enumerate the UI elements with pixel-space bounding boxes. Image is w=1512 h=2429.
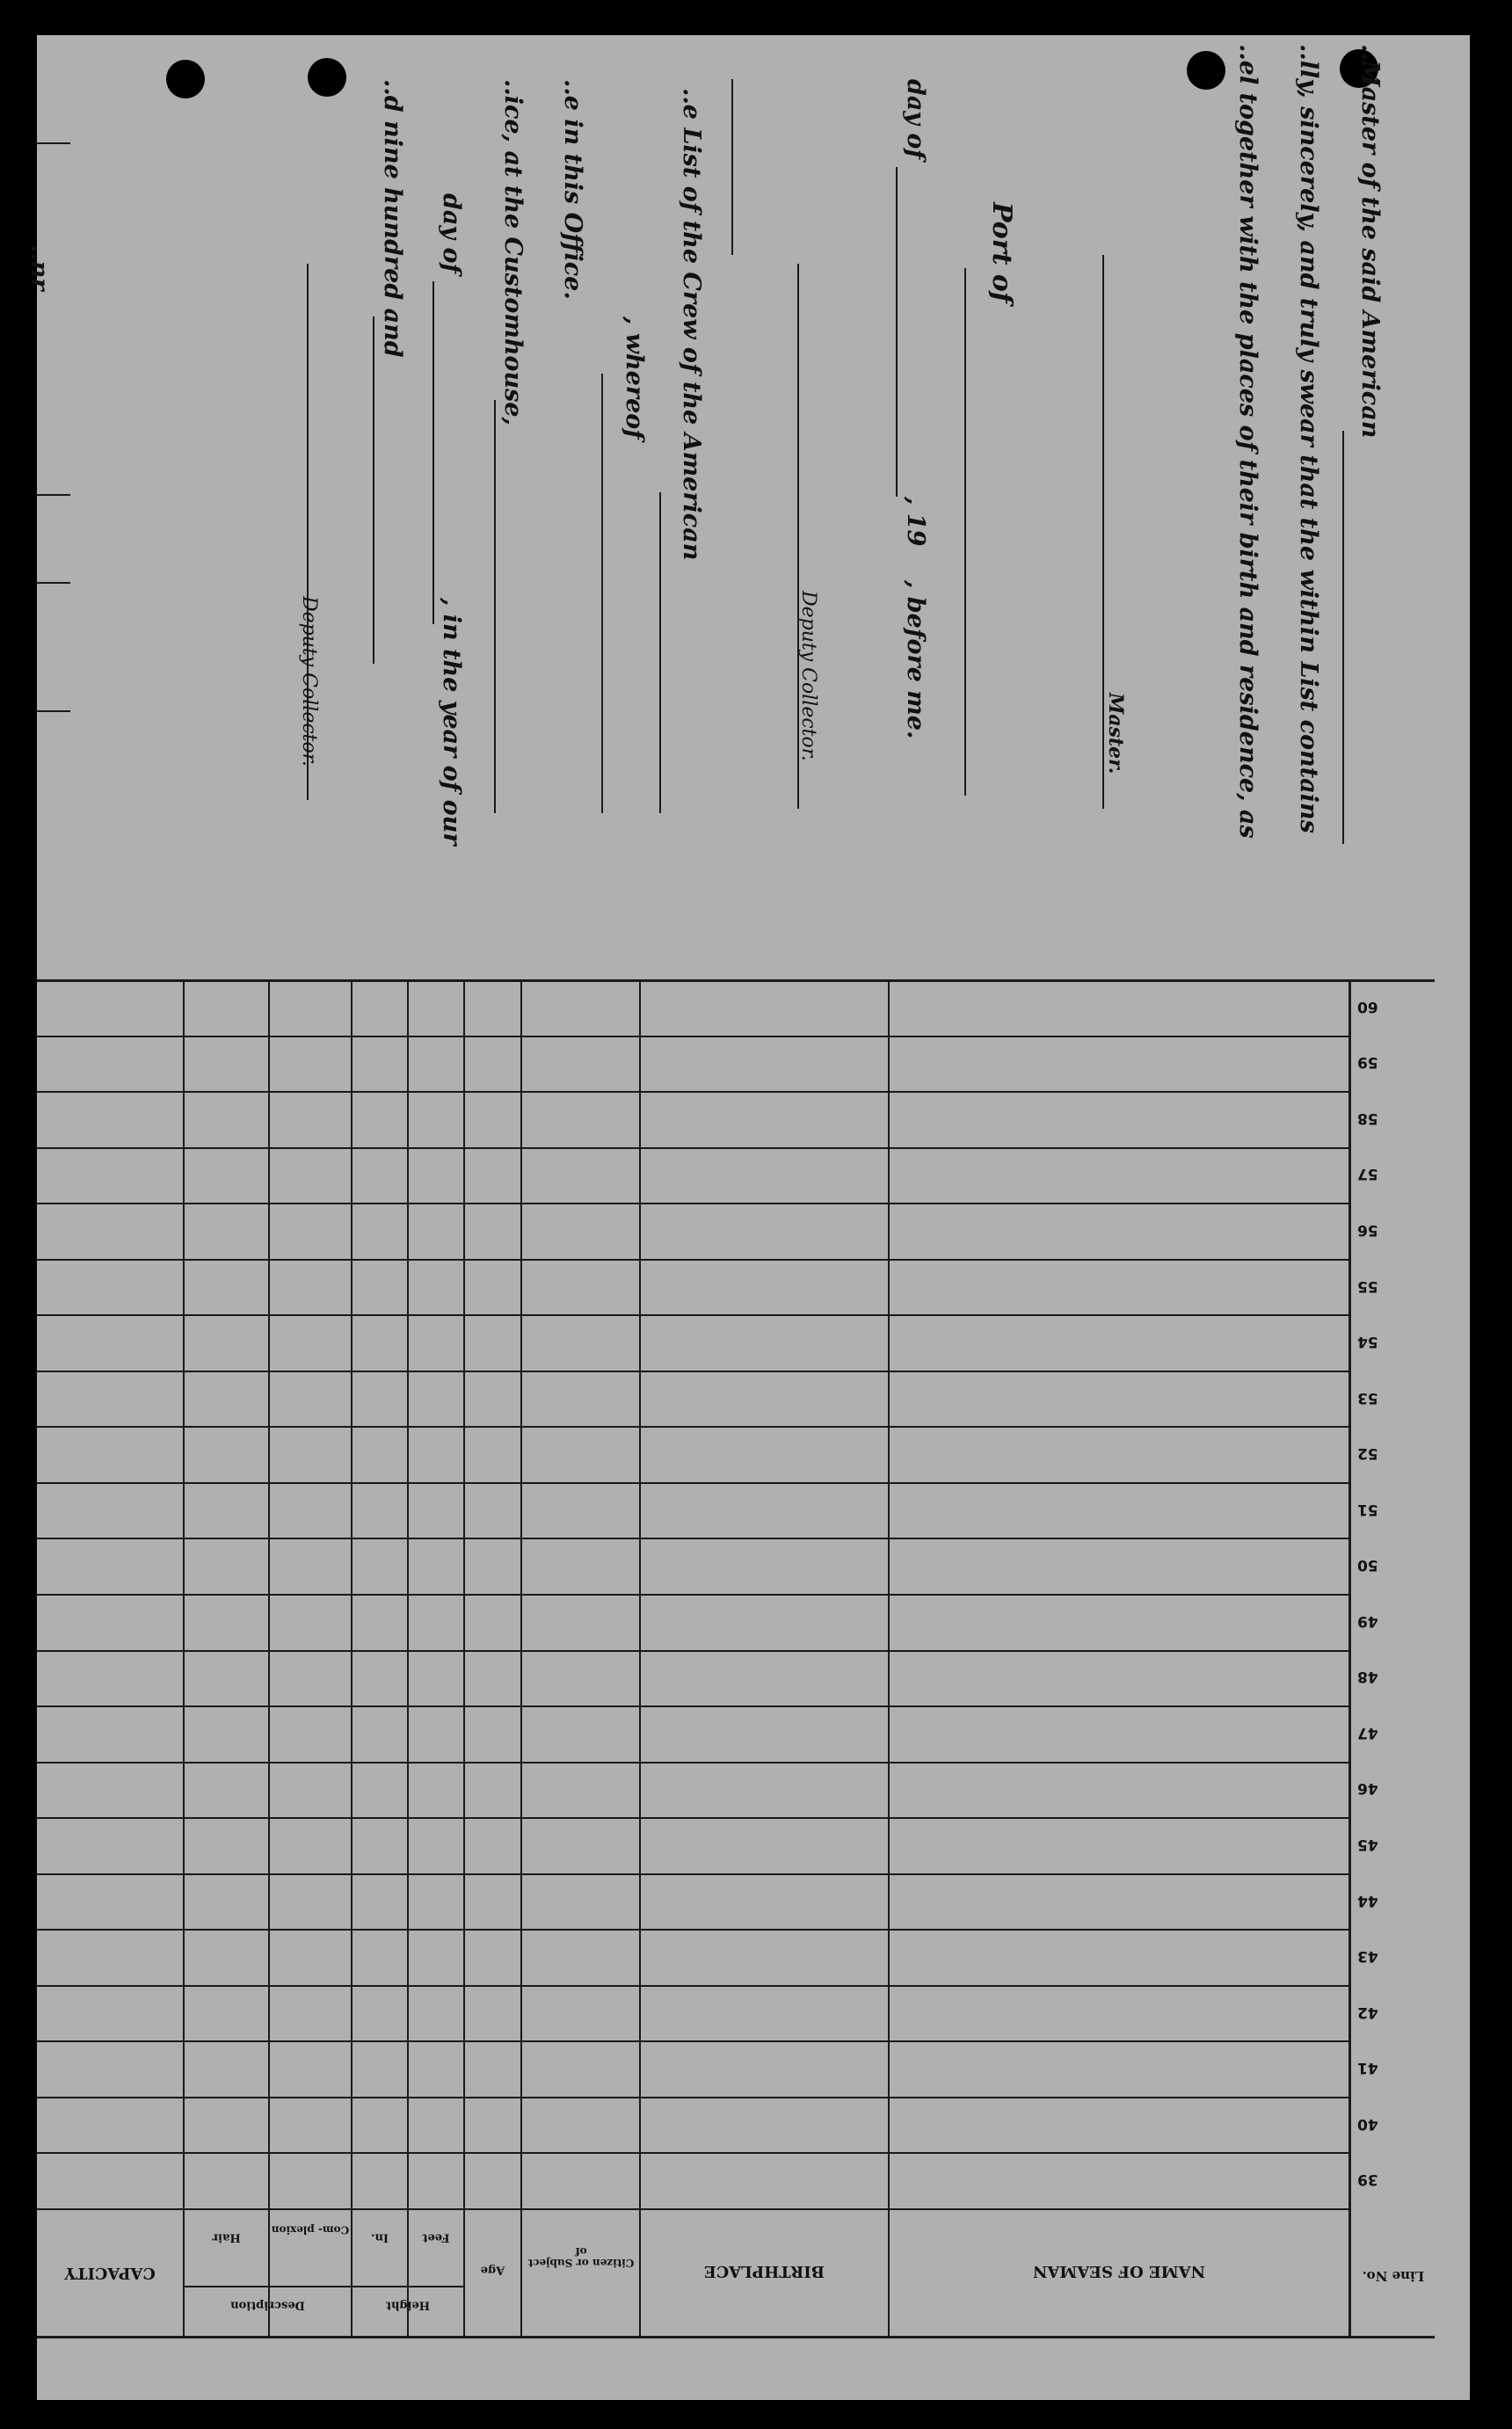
row-divider <box>37 1482 1348 1484</box>
line-number: 56 <box>1357 1221 1378 1239</box>
col-divider <box>888 979 890 2338</box>
row-divider <box>37 1426 1348 1428</box>
line-number: 49 <box>1357 1612 1378 1630</box>
deputy-collector-label-1: Deputy Collector. <box>797 591 819 761</box>
table-bottom-border <box>37 2336 1435 2338</box>
line-number: 59 <box>1357 1053 1378 1071</box>
oath-line-crew: ..e List of the Crew of the American <box>678 88 705 561</box>
blank-line <box>731 79 733 255</box>
line-number: 54 <box>1357 1333 1378 1350</box>
oath-line-office: ..e in this Office. <box>559 79 586 300</box>
row-divider <box>37 1929 1348 1931</box>
line-number: 47 <box>1357 1724 1378 1742</box>
table-right-border <box>1348 979 1351 2338</box>
line-number: 39 <box>1357 2171 1378 2188</box>
header-inches: In. <box>370 2230 389 2244</box>
oath-line-3: ..el together with the places of their birth and residence, as <box>1234 44 1261 839</box>
col-divider <box>183 979 185 2338</box>
port-line <box>964 268 966 796</box>
oath-line-2: ..lly, sincerely, and truly swear that the within List contains <box>1295 44 1322 833</box>
before-me-label: , before me. <box>902 580 929 739</box>
row-divider <box>37 1036 1348 1037</box>
line-number: 40 <box>1357 2115 1378 2133</box>
row-divider <box>37 1594 1348 1596</box>
col-divider <box>639 979 641 2338</box>
line-number: 45 <box>1357 1836 1378 1853</box>
row-divider <box>37 1259 1348 1261</box>
header-birthplace: BIRTHPLACE <box>704 2261 825 2280</box>
vessel-name-line <box>659 492 661 813</box>
header-name-of-seaman: NAME OF SEAMAN <box>1032 2261 1206 2280</box>
day-line <box>896 167 898 497</box>
line-number: 60 <box>1357 998 1378 1015</box>
row-divider <box>37 1650 1348 1652</box>
line-number: 51 <box>1357 1501 1378 1518</box>
line-number: 44 <box>1357 1892 1378 1909</box>
header-hair: Hair <box>212 2230 241 2244</box>
line-number: 55 <box>1357 1277 1378 1295</box>
master-label: Master. <box>1104 693 1127 775</box>
left-margin-tick <box>37 582 70 584</box>
day-line-2 <box>433 281 434 624</box>
row-divider <box>37 1705 1348 1707</box>
day-of-label: day of <box>902 79 929 160</box>
col-divider <box>520 979 522 2338</box>
port-label: Port of <box>986 202 1017 303</box>
blank-line <box>1342 431 1344 844</box>
oath-line-customhouse: ..ice, at the Customhouse, <box>499 79 527 425</box>
left-margin-tick <box>37 494 70 496</box>
header-height: Height <box>385 2298 431 2312</box>
line-number: 48 <box>1357 1668 1378 1685</box>
line-number: 50 <box>1357 1556 1378 1574</box>
header-line-no: Line No. <box>1362 2267 1425 2284</box>
col-divider <box>407 979 409 2338</box>
group-divider <box>183 2286 353 2287</box>
row-divider <box>37 1873 1348 1875</box>
row-divider <box>37 1203 1348 1204</box>
header-citizen: Citizen or Subject of <box>527 2245 635 2270</box>
header-age: Age <box>480 2263 505 2277</box>
group-divider <box>351 2286 465 2287</box>
line-number: 43 <box>1357 1947 1378 1965</box>
header-feet: Feet <box>422 2230 450 2244</box>
header-separator <box>37 2208 1348 2210</box>
left-margin-tick <box>37 142 70 144</box>
whereof-line <box>601 374 603 813</box>
left-margin-tick <box>37 710 70 712</box>
row-divider <box>37 1985 1348 1987</box>
line-number: 46 <box>1357 1779 1378 1797</box>
cut-off-text: ..nr <box>25 244 53 291</box>
row-divider <box>37 1538 1348 1539</box>
deputy-collector-label-2: Deputy Collector. <box>298 596 320 767</box>
row-divider <box>37 1147 1348 1149</box>
table-top-border <box>37 979 1435 982</box>
col-divider <box>268 979 270 2338</box>
header-description: Description <box>230 2298 305 2312</box>
whereof-label: , whereof <box>621 316 648 440</box>
year-line <box>373 316 374 664</box>
line-number: 42 <box>1357 2004 1378 2021</box>
row-divider <box>37 1091 1348 1093</box>
row-divider <box>37 1817 1348 1819</box>
punch-hole <box>1187 51 1225 90</box>
oath-line-1: ..Master of the said American <box>1356 44 1384 439</box>
row-divider <box>37 1762 1348 1764</box>
header-capacity: CAPACITY <box>64 2263 156 2282</box>
year-label: , 19 <box>902 497 929 547</box>
year-of-our-label: , in the year of our <box>438 598 465 846</box>
col-divider <box>463 979 465 2338</box>
punch-hole <box>166 60 205 98</box>
line-number: 41 <box>1357 2059 1378 2076</box>
col-divider <box>351 979 353 2338</box>
row-divider <box>37 1314 1348 1316</box>
header-complexion: Com- plexion <box>271 2223 350 2236</box>
row-divider <box>37 2097 1348 2098</box>
line-number: 58 <box>1357 1109 1378 1127</box>
line-number: 52 <box>1357 1444 1378 1462</box>
punch-hole <box>308 58 346 97</box>
row-divider <box>37 2152 1348 2154</box>
day-of-label-2: day of <box>438 193 465 274</box>
row-divider <box>37 1371 1348 1372</box>
crew-list-page <box>25 35 1470 2400</box>
customhouse-line <box>494 400 496 813</box>
line-number: 57 <box>1357 1165 1378 1182</box>
line-number: 53 <box>1357 1389 1378 1407</box>
nine-hundred-label: ..d nine hundred and <box>379 79 406 358</box>
row-divider <box>37 2040 1348 2042</box>
